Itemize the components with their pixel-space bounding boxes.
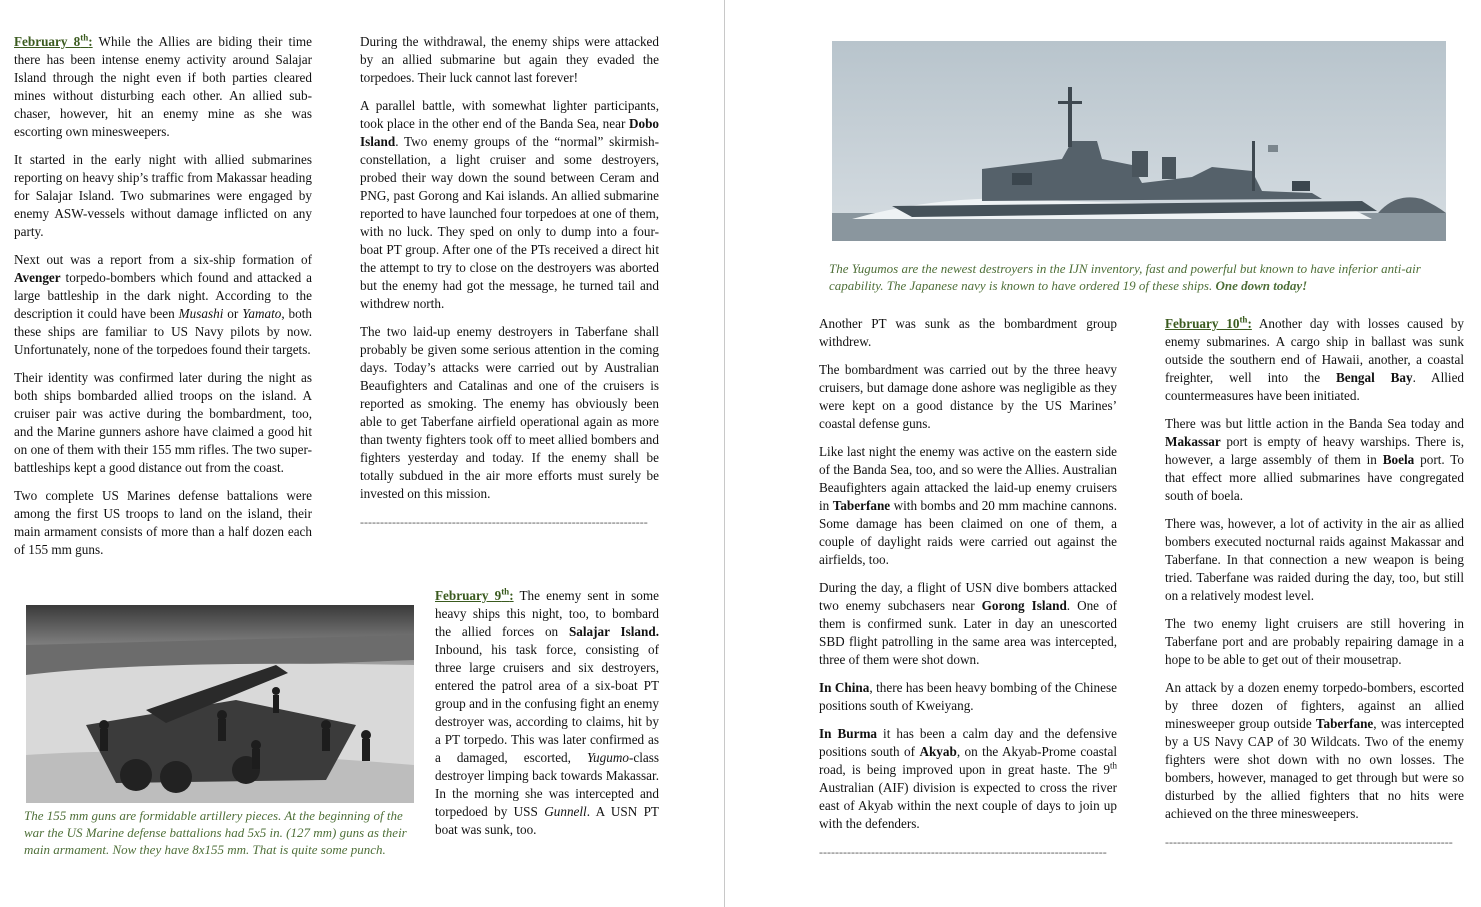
column-4 (1165, 315, 1464, 851)
paragraph: The two enemy light cruisers are still hovering in Taberfane port and are probably repairing damage in a hope to be able to get out of their mousetrap. (1165, 616, 1464, 667)
column-2 (360, 33, 659, 531)
paragraph-feb9: February 9th: The enemy sent in some heavy ships this night, too, to bombard the allied forces on Salajar Island. Inbound, his task force, consisting of three large cruisers and six destroyers, entered the patrol area of a six-boat PT group and in the confusing fight an enemy destroyer was, according to claims, hit by a PT torpedo. This was later confirmed as a damaged, escorted, Yugumo-class destroyer limping back towards Makassar. In the morning she was intercepted and torpedoed by USS Gunnell. A USN PT boat was sunk, too. (435, 586, 659, 837)
section-separator: ------------------------------------------------------------------------ (1165, 835, 1453, 849)
paragraph-feb10: February 10th: Another day with losses caused by enemy submarines. A cargo ship in ballast was sunk outside the southern end of Hawaii, another, a coastal freighter, well into the Bengal Bay. Allied countermeasures have been initiated. (1165, 314, 1465, 403)
paragraph: The bombardment was carried out by the three heavy cruisers, but damage done ashore was negligible as they were kept on a good distance by the US Marines’ coastal defense guns. (819, 362, 1117, 431)
artillery-photo (26, 605, 414, 803)
paragraph: The two laid-up enemy destroyers in Taberfane shall probably be given some serious attention in the coming days. Today’s attacks were carried out by Australian Beaufighters and Catalinas and one of the cruisers is reported as smoking. The enemy has obviously been able to get Taberfane airfield operational again as more than twenty fighters took off to meet allied bombers and fighters yesterday and today. If the enemy shall be totally subdued in the air more efforts must surely be invested on this mission. (360, 324, 659, 501)
column-2b (435, 587, 659, 849)
paragraph: It started in the early night with allied submarines reporting on heavy ship’s traffic from Makassar heading for Salajar Island. Two submarines were engaged by enemy ASW-vessels without damage inflicted on any party. (14, 152, 312, 239)
paragraph: Their identity was confirmed later during the night as both ships bombarded allied troops on the island. A cruiser pair was active during the bombardment, too, and the Marine gunners ashore have claimed a good hit on one of them with their 155 mm rifles. The two super-battleships kept a good distance out from the coast. (14, 370, 312, 475)
destroyer-caption: The Yugumos are the newest destroyers in the IJN inventory, fast and powerful but known to have inferior anti-air capability. The Japanese navy is known to have ordered 19 of these ships. One down today! (829, 261, 1421, 293)
paragraph: In Burma it has been a calm day and the defensive positions south of Akyab, on the Akyab-Prome coastal road, is being improved upon in great haste. The 9th Australian (AIF) division is expected to cross the river east of Akyab within the next couple of days to join up with the defenders. (819, 726, 1117, 831)
destroyer-photo (832, 41, 1446, 241)
date-heading-feb9: February 9th: (435, 586, 514, 603)
section-separator: ------------------------------------------------------------------------ (360, 515, 648, 529)
section-separator: ------------------------------------------------------------------------ (819, 845, 1107, 859)
paragraph: During the day, a flight of USN dive bombers attacked two enemy subchasers near Gorong Island. One of them is confirmed sunk. Later in day an unescorted SBD flight patrolling in the same area was intercepted, three of them were shot down. (819, 580, 1117, 667)
paragraph-feb8: February 8th: While the Allies are biding their time there has been intense enemy activity around Salajar Island through the night even if both parties cleared mines without disturbing each other. An allied sub-chaser, however, hit an enemy mine as she was escorting own minesweepers. (14, 32, 312, 139)
column-1 (14, 33, 312, 569)
column-3 (819, 315, 1117, 861)
paragraph: In China, there has been heavy bombing of the Chinese positions south of Kweiyang. (819, 680, 1117, 713)
paragraph: During the withdrawal, the enemy ships were attacked by an allied submarine but again they evaded the torpedoes. Their luck cannot last forever! (360, 34, 659, 85)
paragraph: Another PT was sunk as the bombardment group withdrew. (819, 316, 1117, 349)
artillery-caption: The 155 mm guns are formidable artillery pieces. At the beginning of the war the US Marine defense battalions had 5x5 in. (127 mm) guns as their main armament. Now they have 8x155 mm. That is quite some punch. (24, 808, 407, 857)
paragraph: There was, however, a lot of activity in the air as allied bombers executed nocturnal raids against Makassar and Taberfane. In that connection a new weapon is being tried. Taberfane was raided during the day, too, but still on a relatively modest level. (1165, 516, 1464, 603)
paragraph: Two complete US Marines defense battalions were among the first US troops to land on the island, their main armament consists of more than a half dozen each of 155 mm guns. (14, 488, 312, 557)
paragraph: Like last night the enemy was active on the eastern side of the Banda Sea, too, and so were the Allies. Australian Beaufighters again attacked the laid-up enemy cruisers in Taberfane with bombs and 20 mm machine cannons. Some damage has been claimed on one of them, a couple of daylight raids were carried out against the airfields, too. (819, 444, 1117, 567)
paragraph: Next out was a report from a six-ship formation of Avenger torpedo-bombers which found and attacked a large battleship in the dark night. According to the description it could have been Musashi or Yamato, both these ships are familiar to US Navy pilots by now. Unfortunately, none of the torpedoes found their targets. (14, 252, 312, 357)
page-spine (724, 0, 725, 907)
date-heading-feb10: February 10th: (1165, 314, 1252, 331)
paragraph: A parallel battle, with somewhat lighter participants, took place in the other end of the Banda Sea, near Dobo Island. Two enemy groups of the “normal” skirmish-constellation, a light cruiser and some destroyers, probed their way down the sound between Ceram and PNG, past Gorong and Kai islands. An allied submarine reported to have launched four torpedoes at one of them, with no luck. They sped on only to dump into a four-boat PT group. After one of the PTs received a direct hit the attempt to try to close on the destroyers was aborted but the enemy had got the message, he turned tail and withdrew north. (360, 98, 659, 311)
date-heading-feb8: February 8th: (14, 32, 93, 49)
paragraph: There was but little action in the Banda Sea today and Makassar port is empty of heavy warships. There is, however, a large assembly of them in Boela port. To that effect more allied submarines have congregated south of boela. (1165, 416, 1465, 503)
paragraph: An attack by a dozen enemy torpedo-bombers, escorted by three dozen of fighters, against an allied minesweeper group outside Taberfane, was intercepted by a US Navy CAP of 30 Wildcats. Two of the enemy fighters were shot down with no own losses. The bombers, however, managed to get through but were so disturbed by the allied fighters that no hits were achieved on the three minesweepers. (1165, 680, 1464, 821)
